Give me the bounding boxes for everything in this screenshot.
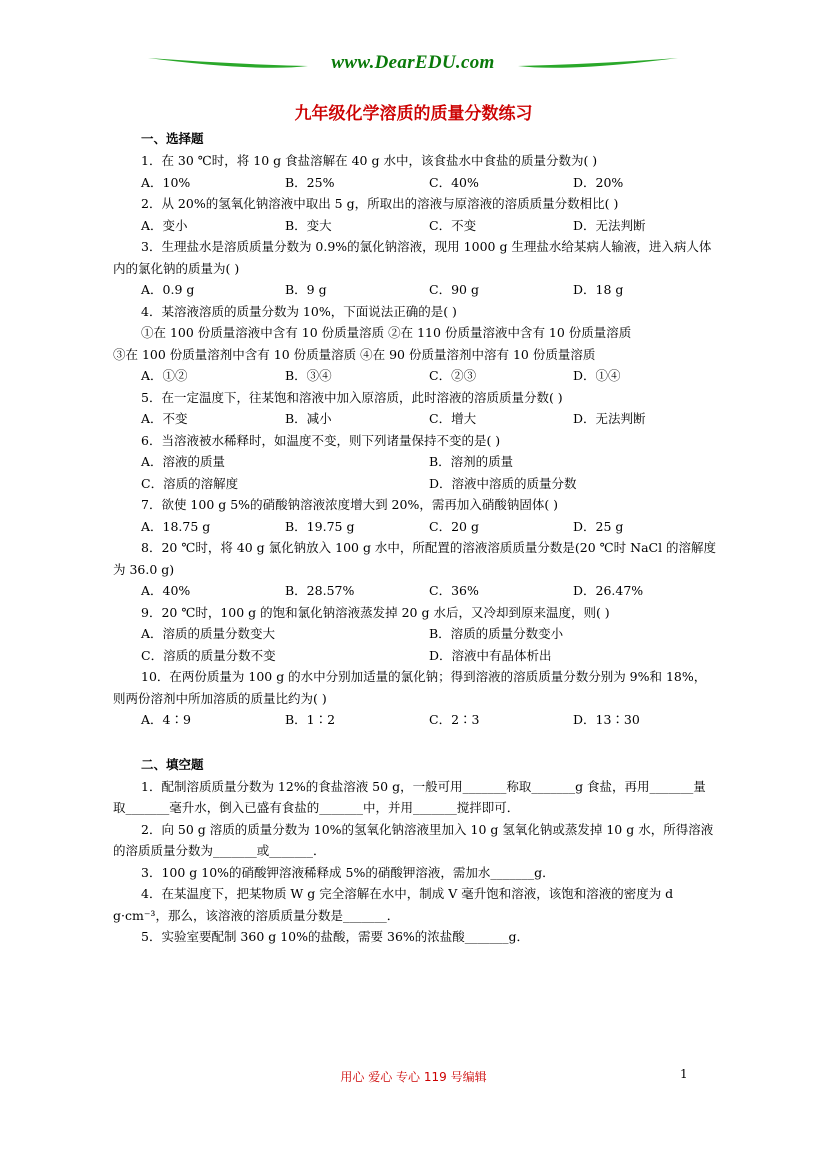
fill-question: 1．配制溶质质量分数为 12%的食盐溶液 50 g，一般可用_______称取_______g 食盐，再用_______量取_______毫升水，倒入已盛有食盐的_______中，并用_______搅拌即可． (113, 778, 706, 815)
option-c: C．90 g (429, 282, 479, 297)
option-a: A．溶液的质量 (141, 454, 226, 469)
page-title: 九年级化学溶质的质量分数练习 (294, 104, 533, 124)
option-c: C．②③ (429, 368, 477, 383)
question-stem: 10．在两份质量为 100 g 的水中分别加适量的氯化钠；得到溶液的溶质质量分数分别为 9%和 18%，则两份溶剂中所加溶质的质量比约为( ) (113, 669, 707, 706)
option-a: A．溶质的质量分数变大 (141, 626, 276, 641)
option-a: A．①② (141, 368, 188, 383)
site-url: www.DearEDU.com (331, 52, 495, 73)
option-d: D．无法判断 (573, 217, 646, 233)
option-b: B．减小 (285, 411, 332, 426)
option-c: C．36% (429, 583, 479, 598)
site-header-banner (148, 50, 678, 80)
option-b: B．9 g (285, 282, 327, 297)
option-c: C．2∶3 (429, 712, 480, 727)
option-d: D．无法判断 (573, 411, 646, 426)
question-stem: 6．当溶液被水稀释时，如温度不变，则下列诸量保持不变的是( ) (141, 432, 501, 448)
option-d: D．溶液中溶质的质量分数 (429, 475, 577, 491)
option-d: D．①④ (573, 368, 621, 383)
page-footer: 用心 爱心 专心 119 号编辑 (340, 1070, 487, 1084)
answer-options (113, 516, 717, 538)
answer-options (113, 451, 717, 473)
option-b: B．19.75 g (285, 518, 355, 534)
fill-question: 4．在某温度下，把某物质 W g 完全溶解在水中，制成 V 毫升饱和溶液，该饱和溶液的密度为 d g·cm⁻³，那么，该溶液的溶质质量分数是_______． (113, 886, 674, 923)
question-stem: 9．20 ℃时，100 g 的饱和氯化钠溶液蒸发掉 20 g 水后，又冷却到原来温度，则( ) (141, 604, 610, 620)
answer-options (113, 408, 717, 430)
answer-options (113, 645, 717, 667)
option-c: C．溶质的质量分数不变 (141, 647, 276, 663)
option-b: B．变大 (285, 217, 332, 233)
option-a: A．18.75 g (141, 518, 211, 534)
option-d: D．18 g (573, 282, 624, 297)
question-stem: 7．欲使 100 g 5%的硝酸钠溶液浓度增大到 20%，需再加入硝酸钠固体( ) (141, 497, 559, 512)
option-d: D．20% (573, 174, 624, 190)
option-b: B．28.57% (285, 583, 355, 598)
option-d: D．13∶30 (573, 712, 640, 727)
fill-question: 2．向 50 g 溶质的质量分数为 10%的氢氧化钠溶液里加入 10 g 氢氧化钠或蒸发掉 10 g 水，所得溶液的溶质质量分数为_______或_______． (113, 821, 714, 858)
option-c: C．40% (429, 174, 479, 190)
fill-question: 5．实验室要配制 360 g 10%的盐酸，需要 36%的浓盐酸_______g． (141, 929, 530, 944)
option-d: D．25 g (573, 518, 624, 534)
option-b: B．溶质的质量分数变小 (429, 626, 564, 641)
question-stem: 2．从 20%的氢氧化钠溶液中取出 5 g，所取出的溶液与原溶液的溶质质量分数相比( ) (141, 196, 619, 211)
option-a: A．10% (141, 174, 191, 190)
answer-options (113, 473, 717, 495)
answer-options (113, 580, 717, 602)
option-a: A．变小 (141, 217, 188, 233)
statement-line: ③在 100 份质量溶剂中含有 10 份质量溶质 ④在 90 份质量溶剂中溶有 10 份质量溶质 (113, 346, 596, 362)
question-stem: 1．在 30 ℃时，将 10 g 食盐溶解在 40 g 水中，该食盐水中食盐的质量分数为( ) (141, 153, 598, 168)
question-stem: 4．某溶液溶质的质量分数为 10%，下面说法正确的是( ) (141, 303, 457, 319)
answer-options (113, 709, 717, 731)
answer-options (113, 623, 717, 645)
option-b: B．③④ (285, 368, 332, 383)
question-stem: 3．生理盐水是溶质质量分数为 0.9%的氯化钠溶液，现用 1000 g 生理盐水给某病人输液，进入病人体内的氯化钠的质量为( ) (113, 239, 712, 276)
option-b: B．溶剂的质量 (429, 454, 514, 469)
option-c: C．增大 (429, 411, 477, 426)
question-stem: 8．20 ℃时，将 40 g 氯化钠放入 100 g 水中，所配置的溶液溶质质量分数是(20 ℃时 NaCl 的溶解度为 36.0 g) (113, 540, 717, 577)
answer-options (113, 365, 717, 387)
option-c: C．溶质的溶解度 (141, 475, 239, 491)
option-d: D．26.47% (573, 583, 644, 598)
option-d: D．溶液中有晶体析出 (429, 647, 552, 663)
option-b: B．25% (285, 174, 335, 190)
option-a: A．0.9 g (141, 282, 195, 297)
spacer (113, 731, 717, 753)
section-heading: 一、选择题 (141, 131, 204, 146)
option-b: B．1∶2 (285, 712, 336, 727)
option-c: C．20 g (429, 518, 479, 534)
answer-options (113, 279, 717, 301)
answer-options (113, 172, 717, 194)
statement-line: ①在 100 份质量溶液中含有 10 份质量溶质 ②在 110 份质量溶液中含有 10 份质量溶质 (141, 325, 632, 340)
fill-question: 3．100 g 10%的硝酸钾溶液稀释成 5%的硝酸钾溶液，需加水_______g． (141, 864, 555, 880)
page-number: 1 (680, 1067, 688, 1081)
option-a: A．4∶9 (141, 712, 191, 727)
option-c: C．不变 (429, 217, 477, 233)
section-heading: 二、填空题 (141, 756, 204, 772)
worksheet-body (113, 127, 717, 948)
answer-options (113, 215, 717, 237)
option-a: A．不变 (141, 411, 188, 426)
option-a: A．40% (141, 583, 191, 598)
question-stem: 5．在一定温度下，往某饱和溶液中加入原溶质，此时溶液的溶质质量分数( ) (141, 389, 563, 405)
